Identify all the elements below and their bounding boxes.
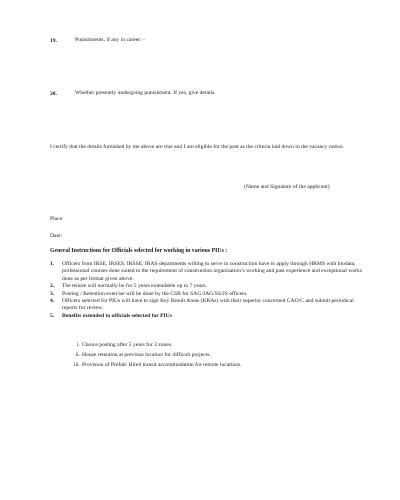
instruction-item bbox=[50, 312, 362, 320]
instruction-item bbox=[50, 290, 362, 298]
instruction-marker: 1. bbox=[50, 261, 55, 267]
benefit-item bbox=[73, 360, 362, 370]
instruction-text: Officers from IRSE, IRSES, IRSSE, IRAS departments willing to serve in construction have to apply through HRMS with biodata, professional courses done suited to the requirement of construction organisation’s working and past experience and exceptional works done as per format given above. bbox=[62, 261, 363, 282]
benefit-item bbox=[75, 350, 362, 360]
instruction-text: Officers selected for PIUs will have to sign Key Result Areas (KRAs) with their superior concerned CAO/C and submit periodical reports for review. bbox=[62, 298, 354, 312]
instruction-text: Posting / Retention exercise will be done by the CSB for SAG/JAG/SS/JS officers. bbox=[62, 290, 248, 297]
item-20-text: Whether presently undergoing punishment. If yes, give details. bbox=[75, 90, 216, 96]
benefit-text: Provision of Prefab/ Hired transit accommodation for remote locations. bbox=[82, 362, 242, 369]
instructions-heading: General Instructions for Officials selected for working in various PIUs : bbox=[50, 248, 228, 254]
instruction-marker: 4. bbox=[50, 298, 55, 305]
benefit-marker: i. bbox=[77, 342, 80, 348]
date-label: Date: bbox=[50, 233, 63, 239]
instructions-list bbox=[50, 261, 363, 320]
item-19-text: Punishments, if any in career: - bbox=[75, 37, 145, 43]
instruction-item bbox=[50, 298, 362, 313]
benefit-marker: ii. bbox=[75, 352, 80, 359]
instruction-marker: 3. bbox=[50, 290, 55, 297]
benefit-text: House retention at previous location for difficult projects. bbox=[82, 352, 211, 359]
benefit-marker: iii. bbox=[73, 362, 80, 369]
instruction-text: The tenure will normally be for 5 years extendable up to 7 years. bbox=[62, 283, 207, 290]
instruction-marker: 2. bbox=[50, 283, 55, 290]
signature-label: (Name and Signature of the applicant) bbox=[244, 184, 330, 190]
instruction-item bbox=[50, 283, 362, 290]
item-19-number: 19. bbox=[50, 38, 57, 44]
instruction-item bbox=[50, 261, 363, 283]
certification-statement: I certify that the details furnished by me above are true and I am eligible for the post as the criteria laid down in the vacancy notice. bbox=[50, 144, 345, 150]
benefits-list bbox=[73, 340, 362, 371]
benefit-item bbox=[77, 340, 362, 350]
place-label: Place: bbox=[50, 216, 64, 222]
benefit-text: Choice posting after 5 years for 3 zones. bbox=[82, 342, 173, 348]
instruction-text: Benefits extended to officials selected for PIUs bbox=[62, 312, 172, 319]
item-20-number: 20. bbox=[50, 91, 57, 97]
instruction-marker: 5. bbox=[50, 312, 55, 319]
